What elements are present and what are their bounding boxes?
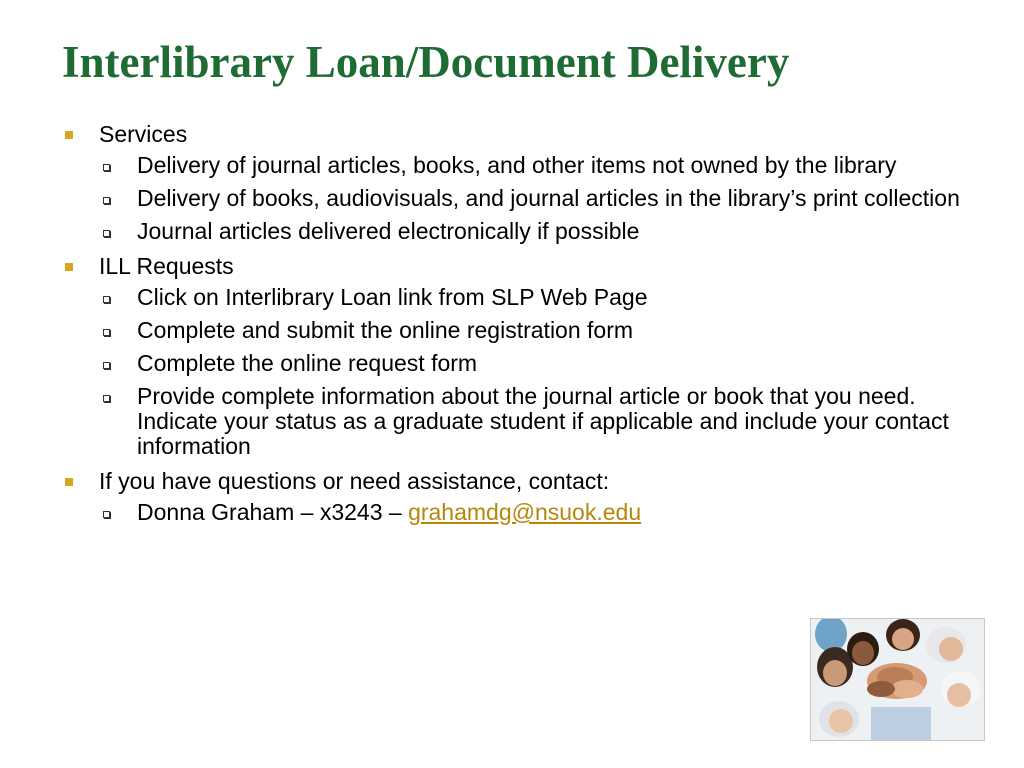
sub-bullet-text: Complete and submit the online registration form — [137, 317, 634, 343]
bullet-ill-requests — [62, 252, 962, 459]
sub-bullet — [99, 285, 962, 310]
box-bullet-icon — [103, 164, 110, 171]
sub-bullet — [99, 153, 962, 178]
sub-list — [99, 500, 962, 525]
sub-bullet-text: Journal articles delivered electronically if possible — [137, 218, 640, 244]
bullet-label: If you have questions or need assistance, contact: — [99, 468, 610, 494]
bullet-list — [62, 120, 962, 525]
box-bullet-icon — [103, 511, 110, 518]
slide-title: Interlibrary Loan/Document Delivery — [62, 37, 790, 87]
square-bullet-icon — [65, 478, 73, 486]
sub-bullet — [99, 351, 962, 376]
box-bullet-icon — [103, 329, 110, 336]
sub-bullet-text: Click on Interlibrary Loan link from SLP Web Page — [137, 284, 648, 310]
bullet-services — [62, 120, 962, 244]
box-bullet-icon — [103, 362, 110, 369]
square-bullet-icon — [65, 263, 73, 271]
sub-list — [99, 285, 962, 459]
sub-bullet — [99, 219, 962, 244]
contact-text: Donna Graham – x3243 – — [137, 499, 409, 525]
team-hands-illustration — [811, 619, 984, 740]
team-hands-photo — [810, 618, 985, 741]
sub-bullet-text: Delivery of books, audiovisuals, and journal articles in the library’s print collection — [137, 185, 960, 211]
sub-bullet-text: Delivery of journal articles, books, and other items not owned by the library — [137, 152, 897, 178]
sub-bullet — [99, 318, 962, 343]
square-bullet-icon — [65, 131, 73, 139]
sub-list — [99, 153, 962, 244]
box-bullet-icon — [103, 230, 110, 237]
bullet-contact — [62, 467, 962, 525]
sub-bullet-text: Complete the online request form — [137, 350, 478, 376]
bullet-label: ILL Requests — [99, 253, 234, 279]
bullet-label: Services — [99, 121, 188, 147]
sub-bullet — [99, 384, 962, 459]
email-link[interactable]: grahamdg@nsuok.edu — [408, 499, 642, 525]
box-bullet-icon — [103, 197, 110, 204]
slide-body — [62, 120, 962, 533]
box-bullet-icon — [103, 296, 110, 303]
sub-bullet-contact — [99, 500, 962, 525]
sub-bullet-text: Provide complete information about the journal article or book that you need. Indicate your status as a graduate student if applicable and include your contact information — [137, 383, 949, 459]
sub-bullet — [99, 186, 962, 211]
box-bullet-icon — [103, 395, 110, 402]
